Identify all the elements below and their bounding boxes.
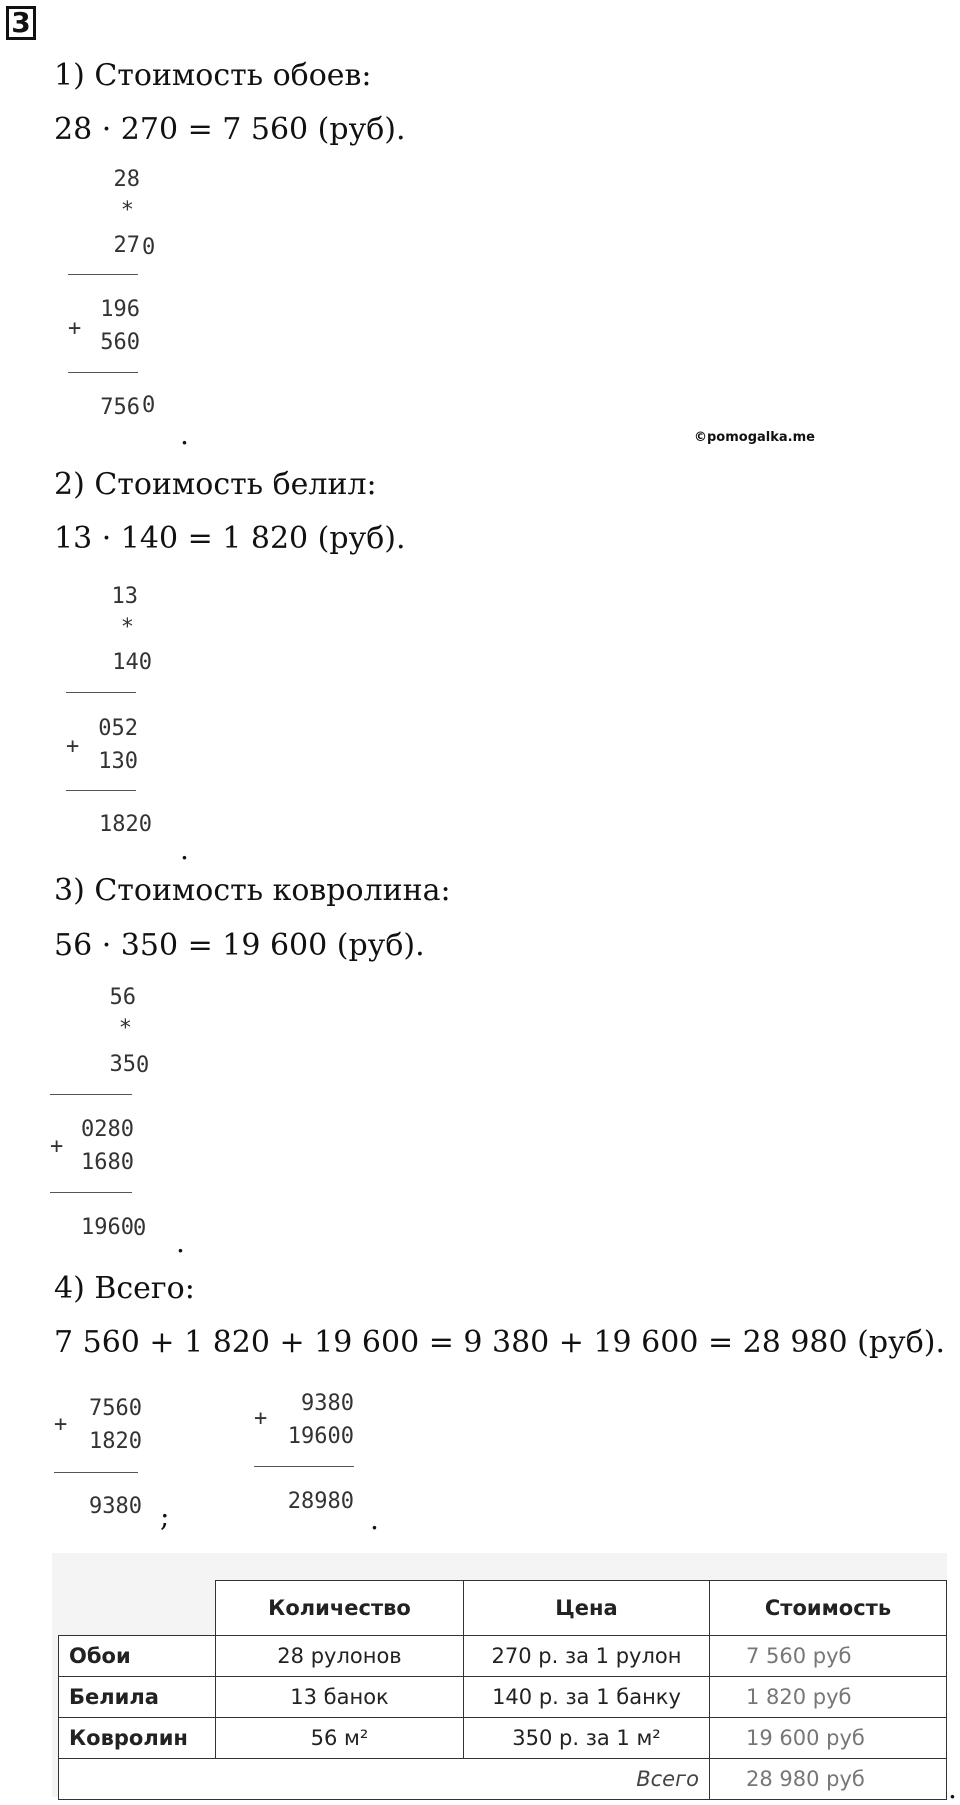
step-3-heading: 3) Стоимость ковролина:: [54, 873, 451, 908]
step-2-heading: 2) Стоимость белил:: [54, 467, 377, 502]
total-value: 28 980 руб: [710, 1759, 947, 1800]
step-2-result: 1820: [99, 812, 152, 837]
step-2-equation: 13 · 140 = 1 820 (руб).: [54, 521, 406, 556]
step-1-heading: 1) Стоимость обоев:: [54, 58, 372, 93]
watermark: ©pomogalka.me: [694, 430, 815, 445]
table-header-blank: [59, 1581, 216, 1636]
add-2-result: 28980: [287, 1489, 354, 1514]
step-1-operator: *: [120, 198, 134, 223]
row-cost: 1 820 руб: [710, 1677, 947, 1718]
step-1-plus: +: [68, 316, 82, 341]
step-3-rule-1: [50, 1094, 132, 1095]
step-4-equation: 7 560 + 1 820 + 19 600 = 9 380 + 19 600 = 28 980 (руб).: [54, 1325, 946, 1360]
step-2-end-mark: .: [180, 833, 189, 866]
step-1-equation: 28 · 270 = 7 560 (руб).: [54, 112, 406, 147]
add-2-term-a: 9380: [301, 1391, 354, 1416]
step-3-plus: +: [50, 1134, 64, 1159]
step-1-rule-2: [68, 372, 138, 373]
row-price: 270 р. за 1 рулон: [464, 1636, 710, 1677]
step-1-result: 756: [100, 395, 140, 420]
add-1-term-a: 7560: [89, 1396, 142, 1421]
table-row: [59, 1636, 947, 1677]
add-1-rule: [54, 1472, 138, 1473]
row-price: 350 р. за 1 м²: [464, 1718, 710, 1759]
step-3-end-mark: .: [176, 1226, 185, 1259]
table-row: [59, 1718, 947, 1759]
step-2-factor-a: 13: [111, 584, 138, 609]
step-4-heading: 4) Всего:: [54, 1271, 195, 1306]
total-label: Всего: [59, 1759, 710, 1800]
row-quantity: 28 рулонов: [216, 1636, 464, 1677]
step-3-factor-b-extra: 0: [136, 1053, 150, 1078]
row-quantity: 56 м²: [216, 1718, 464, 1759]
add-2-end-mark: .: [370, 1503, 379, 1536]
add-1-end-mark: ;: [160, 1500, 170, 1533]
step-2-operator: *: [120, 615, 134, 640]
row-price: 140 р. за 1 банку: [464, 1677, 710, 1718]
step-3-result: 1960: [81, 1215, 134, 1240]
table-header-row: [59, 1581, 947, 1636]
step-2-partial-2: 130: [98, 749, 138, 774]
table-header-quantity: Количество: [216, 1581, 464, 1636]
add-1-term-b: 1820: [89, 1429, 142, 1454]
problem-number-badge: 3: [6, 6, 36, 40]
row-cost: 19 600 руб: [710, 1718, 947, 1759]
row-label: Ковролин: [59, 1718, 216, 1759]
step-1-partial-2: 560: [100, 330, 140, 355]
row-label: Обои: [59, 1636, 216, 1677]
step-1-rule-1: [68, 274, 138, 275]
step-1-end-mark: .: [180, 418, 189, 451]
step-3-equation: 56 · 350 = 19 600 (руб).: [54, 928, 425, 963]
summary-table: [58, 1580, 947, 1800]
table-header-price: Цена: [464, 1581, 710, 1636]
step-2-partial-1: 052: [98, 716, 138, 741]
step-1-factor-b: 27: [113, 233, 140, 258]
add-2-rule: [254, 1466, 354, 1467]
step-1-partial-1: 196: [100, 297, 140, 322]
step-3-partial-2: 1680: [81, 1150, 134, 1175]
step-1-result-extra: 0: [142, 393, 156, 418]
table-row: [59, 1677, 947, 1718]
step-3-factor-b: 35: [109, 1052, 136, 1077]
step-2-rule-1: [66, 692, 136, 693]
add-2-plus: +: [254, 1406, 268, 1431]
row-quantity: 13 банок: [216, 1677, 464, 1718]
table-total-row: [59, 1759, 947, 1800]
table-header-cost: Стоимость: [710, 1581, 947, 1636]
step-2-rule-2: [66, 790, 136, 791]
step-3-rule-2: [50, 1192, 132, 1193]
step-1-factor-a: 28: [113, 167, 140, 192]
step-2-factor-b: 140: [112, 650, 152, 675]
add-1-result: 9380: [89, 1494, 142, 1519]
trailing-mark: .: [948, 1772, 957, 1805]
step-2-plus: +: [66, 734, 80, 759]
step-3-partial-1: 0280: [81, 1117, 134, 1142]
step-3-result-extra: 0: [133, 1216, 147, 1241]
add-2-term-b: 19600: [287, 1424, 354, 1449]
row-label: Белила: [59, 1677, 216, 1718]
add-1-plus: +: [54, 1412, 68, 1437]
step-1-factor-b-extra: 0: [142, 235, 156, 260]
step-3-factor-a: 56: [109, 985, 136, 1010]
row-cost: 7 560 руб: [710, 1636, 947, 1677]
step-3-operator: *: [118, 1016, 132, 1041]
